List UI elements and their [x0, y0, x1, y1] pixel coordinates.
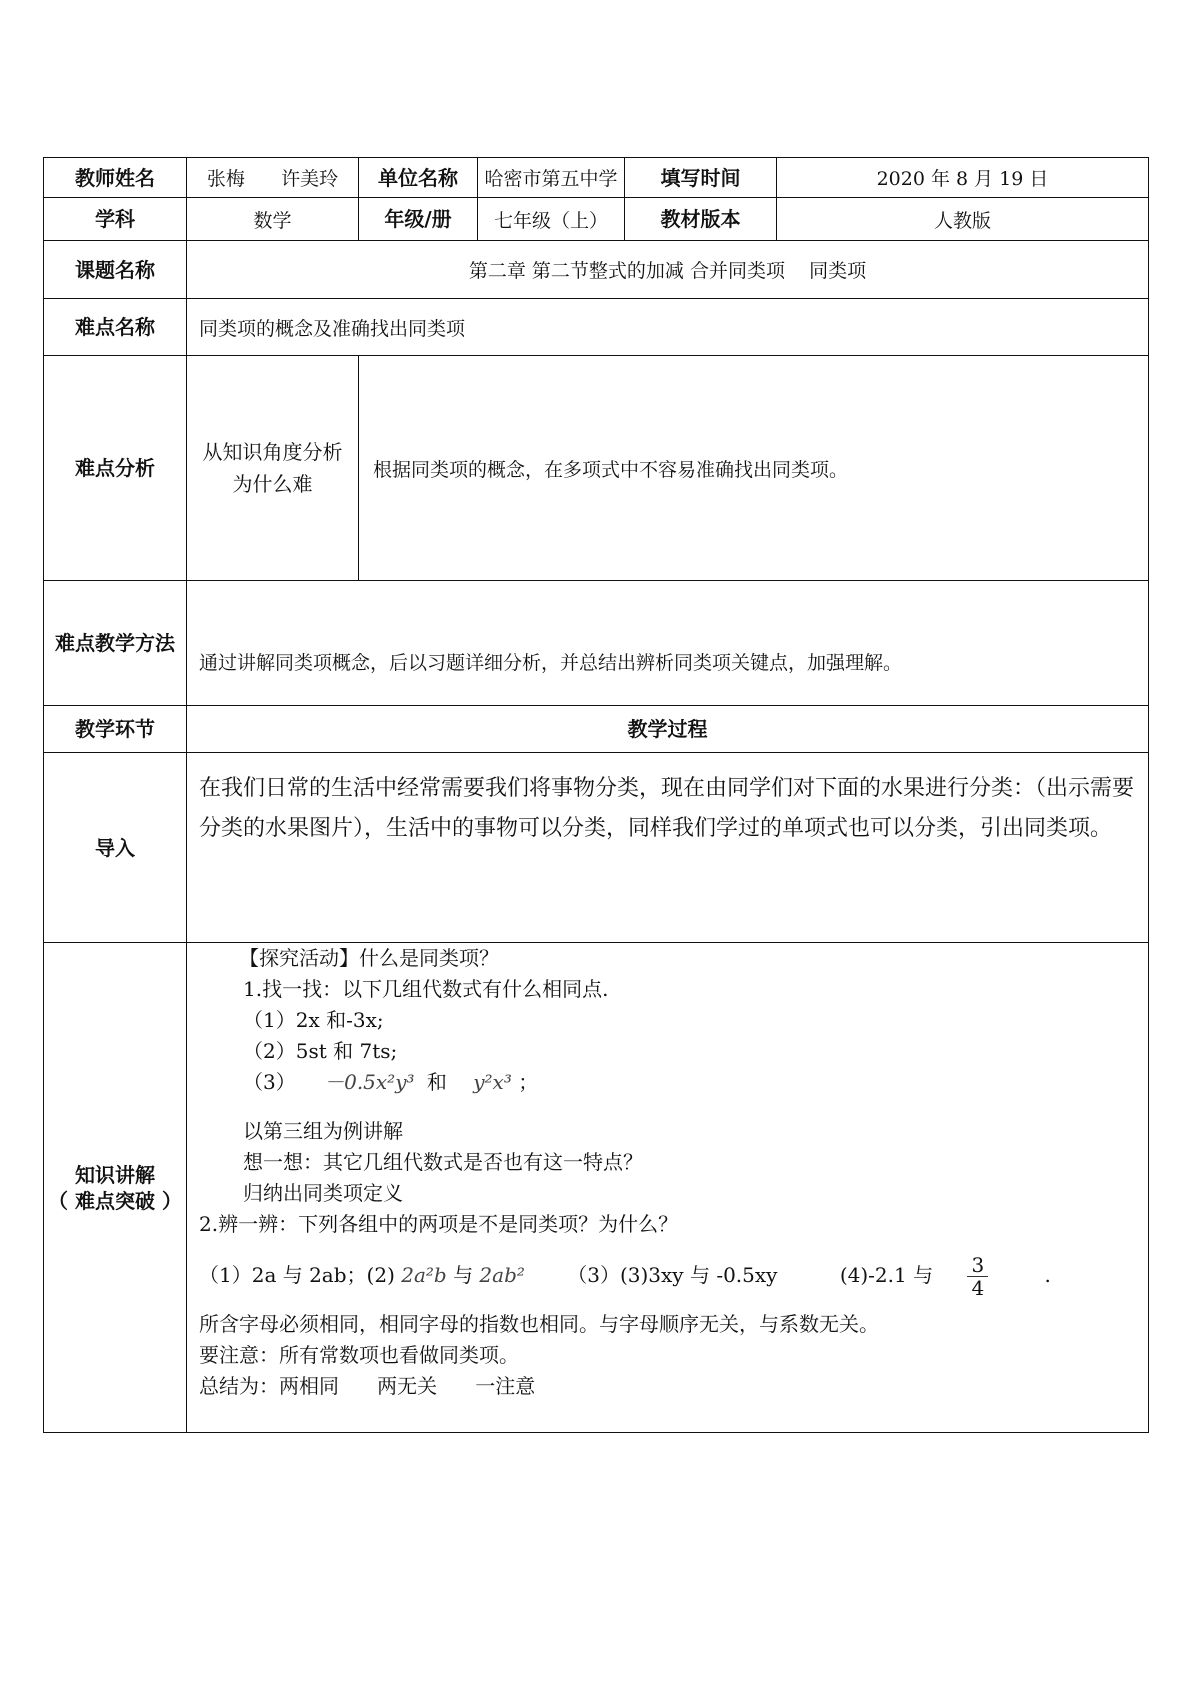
analysis-row [44, 356, 1149, 581]
analysis-label: 难点分析 [44, 356, 187, 581]
judge-expr-b: 2ab² [479, 1263, 525, 1287]
analysis-sublabel [187, 356, 359, 581]
analysis-value: 根据同类项的概念，在多项式中不容易准确找出同类项。 [359, 356, 1149, 581]
judge-part1: （1）2a 与 2ab；(2) [199, 1263, 395, 1287]
date-value: 2020 年 8 月 19 日 [777, 158, 1149, 198]
analysis-sublabel-line2: 为什么难 [232, 472, 313, 496]
difficulty-label: 难点名称 [44, 299, 187, 356]
edition-label: 教材版本 [625, 198, 777, 241]
grade-label: 年级/册 [359, 198, 478, 241]
think-line: 想一想：其它几组代数式是否也有这一特点？ [243, 1150, 643, 1174]
topic-value: 第二章 第二节整式的加减 合并同类项 同类项 [187, 241, 1149, 299]
knowledge-label-line2: （ 难点突破 ） [48, 1188, 182, 1213]
unit-label: 单位名称 [359, 158, 478, 198]
fraction-three-quarters [967, 1254, 988, 1299]
find-item-1: （1）2x 和-3x; [243, 1008, 384, 1032]
judge-items [199, 1254, 1138, 1299]
subject-label: 学科 [44, 198, 187, 241]
difficulty-value: 同类项的概念及准确找出同类项 [187, 299, 1149, 356]
topic-row [44, 241, 1149, 299]
find-title: 1.找一找：以下几组代数式有什么相同点. [243, 977, 609, 1001]
knowledge-content [187, 943, 1149, 1433]
unit-value: 哈密市第五中学 [478, 158, 625, 198]
judge-title: 2.辨一辨：下列各组中的两项是不是同类项？为什么？ [199, 1212, 679, 1236]
subject-value: 数学 [187, 198, 359, 241]
stage-header: 教学环节 [44, 706, 187, 753]
knowledge-label [44, 943, 187, 1433]
find-item-3 [199, 1067, 1138, 1098]
activity-title: 【探究活动】什么是同类项？ [239, 946, 499, 970]
intro-row [44, 753, 1149, 943]
topic-label: 课题名称 [44, 241, 187, 299]
method-value: 通过讲解同类项概念，后以习题详细分析，并总结出辨析同类项关键点，加强理解。 [187, 581, 1149, 706]
edition-value: 人教版 [777, 198, 1149, 241]
find-item-3-and: 和 [426, 1070, 447, 1094]
teacher-value: 张梅 许美玲 [187, 158, 359, 198]
rule-1: 所含字母必须相同，相同字母的指数也相同。与字母顺序无关，与系数无关。 [199, 1312, 879, 1336]
judge-with: 与 [453, 1263, 474, 1287]
find-item-3-suffix: ； [518, 1070, 539, 1094]
process-header-row [44, 706, 1149, 753]
method-row [44, 581, 1149, 706]
expr-b: y²x³ [473, 1070, 512, 1094]
method-label: 难点教学方法 [44, 581, 187, 706]
teacher-row [44, 158, 1149, 198]
process-header: 教学过程 [187, 706, 1149, 753]
rule-2: 要注意：所有常数项也看做同类项。 [199, 1343, 519, 1367]
spacer [199, 1098, 1138, 1116]
expr-a: －0.5x²y³ [324, 1070, 415, 1094]
analysis-sublabel-line1: 从知识角度分析 [202, 440, 343, 464]
teacher-label: 教师姓名 [44, 158, 187, 198]
find-item-3-prefix: （3） [243, 1070, 296, 1094]
judge-expr-a: 2a²b [401, 1263, 447, 1287]
intro-label: 导入 [44, 753, 187, 943]
find-item-2: （2）5st 和 7ts; [243, 1039, 398, 1063]
subject-row [44, 198, 1149, 241]
fraction-denominator: 4 [971, 1276, 985, 1300]
summary-def-line: 归纳出同类项定义 [243, 1181, 403, 1205]
example-line: 以第三组为例讲解 [243, 1119, 403, 1143]
judge-part3: (4)-2.1 与 [839, 1263, 934, 1287]
fraction-numerator: 3 [967, 1254, 988, 1277]
intro-text: 在我们日常的生活中经常需要我们将事物分类，现在由同学们对下面的水果进行分类：（出示需要分类的水果图片），生活中的事物可以分类，同样我们学过的单项式也可以分类，引出同类项。 [187, 753, 1149, 943]
grade-value: 七年级（上） [478, 198, 625, 241]
rule-3: 总结为：两相同 两无关 一注意 [199, 1374, 536, 1398]
lesson-plan-table [43, 157, 1149, 1433]
knowledge-row [44, 943, 1149, 1433]
difficulty-row [44, 299, 1149, 356]
date-label: 填写时间 [625, 158, 777, 198]
judge-part2: （3）(3)3xy 与 -0.5xy [567, 1263, 778, 1287]
knowledge-label-line1: 知识讲解 [75, 1162, 155, 1187]
judge-end: . [1044, 1263, 1051, 1287]
